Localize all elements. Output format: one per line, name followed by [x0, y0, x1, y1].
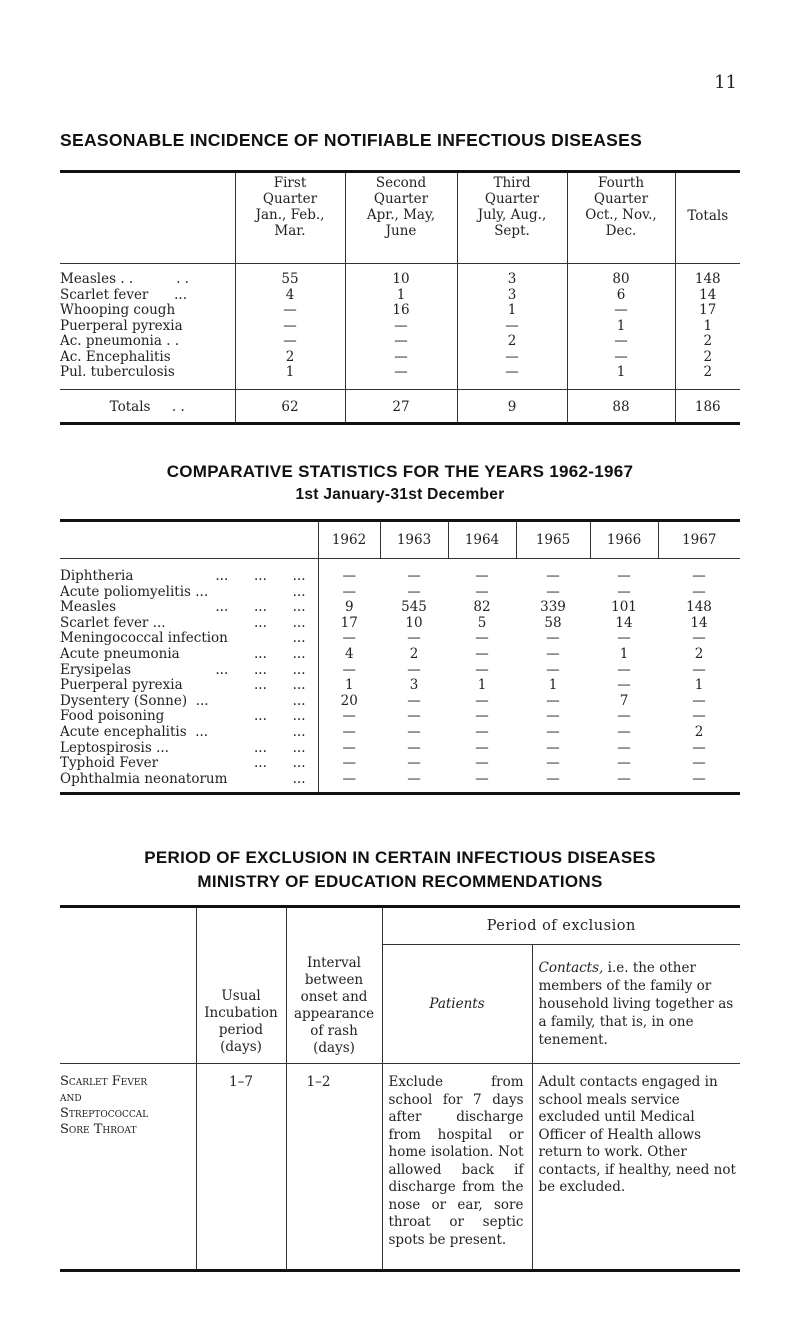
disease-name: Ac. Encephalitis — [60, 348, 171, 365]
interval-header-line: (days) — [313, 1039, 355, 1056]
disease-name-cell — [60, 694, 318, 710]
table2-cell: — — [617, 708, 631, 725]
table2-cell: 2 — [409, 645, 419, 662]
table1-header-row — [60, 172, 740, 264]
column-header-line: June — [385, 223, 417, 239]
table1-cell: 14 — [675, 288, 740, 304]
table2-cell: — — [475, 661, 489, 678]
table2-cell: — — [448, 772, 516, 794]
table2-row — [60, 772, 740, 794]
leader-dots: ... — [292, 723, 306, 740]
table2-row — [60, 647, 740, 663]
disease-name: Acute pneumonia — [60, 645, 180, 662]
patients-cell: Exclude from school for 7 days after discharge from hospital or home isolation. Not allowed back if discharge from the nose or ear, sore throat or septic spots be present. — [382, 1064, 532, 1271]
table2-cell: — — [407, 723, 421, 740]
leader-dots: ... ... — [254, 708, 306, 725]
table2-cell: 20 — [318, 694, 380, 710]
table2-cell: 14 — [690, 614, 708, 631]
table2-body — [60, 559, 740, 794]
table2-row — [60, 600, 740, 616]
contacts-header-italic: Contacts, — [538, 960, 604, 976]
table2-cell: 101 — [611, 599, 637, 616]
leader-dots: ... ... — [254, 739, 306, 756]
table2-cell: — — [516, 772, 590, 794]
table1-cell: — — [345, 350, 457, 366]
table2-cell: — — [546, 661, 560, 678]
table2-cell: — — [617, 568, 631, 584]
table1-cell: — — [345, 319, 457, 335]
disease-name: Puerperal pyrexia — [60, 677, 183, 694]
table1-cell: 148 — [675, 264, 740, 288]
disease-name-cell — [60, 772, 318, 794]
table2-cell: — — [546, 645, 560, 662]
year-header: 1964 — [448, 521, 516, 559]
table2-cell: — — [475, 692, 489, 709]
table2-cell: 1 — [477, 677, 487, 694]
table2-cell: — — [546, 692, 560, 709]
table1-cell: 55 — [235, 264, 345, 288]
table1-body — [60, 264, 740, 390]
table2-cell: — — [318, 709, 380, 725]
table1-column-header — [235, 172, 345, 264]
column-header-line: Mar. — [274, 223, 306, 239]
table2-cell: — — [617, 739, 631, 756]
table2-cell: — — [546, 708, 560, 725]
disease-name: Food poisoning — [60, 708, 165, 725]
table2-cell: — — [658, 772, 740, 794]
disease-name: Dysentery (Sonne) ... — [60, 692, 209, 709]
table2-row — [60, 663, 740, 679]
table2-cell: — — [546, 723, 560, 740]
table2-cell: — — [407, 583, 421, 600]
table2-cell: — — [475, 708, 489, 725]
table1-cell: 17 — [675, 303, 740, 319]
leader-dots: ... ... — [254, 614, 306, 631]
disease-name: Ophthalmia neonatorum — [60, 770, 228, 787]
table1-cell: — — [235, 303, 345, 319]
table1-cell: 2 — [675, 334, 740, 350]
table1-column-header — [675, 172, 740, 264]
table2-cell: — — [407, 661, 421, 678]
table2-cell: 2 — [694, 723, 704, 740]
disease-name-cell — [60, 647, 318, 663]
disease-name-cell — [60, 631, 318, 647]
table2-cell: — — [546, 739, 560, 756]
table2-cell: 7 — [619, 692, 629, 709]
contacts-header — [532, 945, 740, 1064]
table2-row — [60, 756, 740, 772]
patients-header: Patients — [382, 945, 532, 1064]
table2-row — [60, 678, 740, 694]
table1-cell: 10 — [345, 264, 457, 288]
table2-cell: — — [692, 755, 706, 772]
disease-name: Whooping cough — [60, 302, 176, 318]
column-header-line: Jan., Feb., — [255, 207, 325, 223]
disease-name-cell — [60, 741, 318, 757]
leader-dots: ... ... — [254, 677, 306, 694]
disease-line: Scarlet Fever — [60, 1074, 148, 1089]
year-header: 1967 — [658, 521, 740, 559]
table2-cell: — — [692, 568, 706, 584]
totals-cell: 9 — [457, 389, 567, 423]
table1-row — [60, 319, 740, 335]
table1-cell: — — [235, 319, 345, 335]
table2-cell: 1 — [619, 645, 629, 662]
table1-cell: 2 — [235, 350, 345, 366]
table2-cell: — — [590, 772, 658, 794]
disease-name-cell — [60, 616, 318, 632]
table2-cell: — — [475, 755, 489, 772]
disease-name: Measles — [60, 599, 117, 616]
table1-cell: — — [567, 350, 675, 366]
table1-cell: — — [457, 365, 567, 389]
table3-header-blank — [60, 907, 196, 1064]
column-header-line: July, Aug., — [477, 207, 547, 223]
column-header-line: Quarter — [373, 191, 429, 207]
leader-dots: ... ... — [254, 645, 306, 662]
interval-header-line: Interval — [307, 954, 361, 971]
table2-cell: — — [318, 663, 380, 679]
disease-name-cell — [60, 756, 318, 772]
table1-cell: 3 — [457, 264, 567, 288]
interval-header — [286, 907, 382, 1064]
table1-cell: 1 — [675, 319, 740, 335]
table1-cell: — — [235, 334, 345, 350]
disease-name: Diphtheria — [60, 568, 134, 584]
usual-header-line: period — [218, 1021, 264, 1038]
table2-cell: 148 — [686, 599, 712, 616]
leader-dots: ... ... ... — [215, 599, 306, 616]
totals-cell: 186 — [675, 389, 740, 423]
totals-cell: 62 — [235, 389, 345, 423]
disease-name-cell — [60, 725, 318, 741]
table2-cell: — — [318, 631, 380, 647]
table1-cell: — — [457, 319, 567, 335]
table3-row — [60, 1064, 740, 1271]
usual-header-line: Usual — [221, 987, 261, 1004]
leader-dots: ... — [292, 630, 306, 647]
table2-cell: — — [318, 585, 380, 601]
table2-cell: — — [407, 630, 421, 647]
column-header-line: Second — [375, 175, 427, 191]
table1-cell: 1 — [345, 288, 457, 304]
seasonal-incidence-table — [60, 170, 740, 425]
table3-title-line2: MINISTRY OF EDUCATION RECOMMENDATIONS — [197, 872, 603, 891]
table2-cell: — — [318, 756, 380, 772]
table2-row — [60, 741, 740, 757]
table2-cell: — — [475, 645, 489, 662]
contacts-cell: Adult contacts engaged in school meals service excluded until Medical Officer of Health allows return to work. Other contacts, if healthy, need not be excluded. — [532, 1064, 740, 1271]
table2-cell: 58 — [544, 614, 562, 631]
table1-cell: 2 — [675, 350, 740, 366]
table1-row — [60, 365, 740, 389]
column-header-line: Apr., May, — [366, 207, 436, 223]
disease-name-cell — [60, 559, 318, 585]
disease-line: and — [60, 1090, 82, 1105]
table2-cell: — — [475, 723, 489, 740]
year-header: 1962 — [318, 521, 380, 559]
column-header-line: Fourth — [597, 175, 645, 191]
disease-name: Pul. tuberculosis — [60, 364, 175, 380]
disease-name-cell — [60, 678, 318, 694]
table2-cell: — — [318, 725, 380, 741]
column-header-line: Quarter — [593, 191, 649, 207]
leader-dots: ... — [292, 692, 306, 709]
table1-column-header — [345, 172, 457, 264]
disease-name: Acute poliomyelitis ... — [60, 583, 209, 600]
table2-cell: — — [318, 772, 380, 794]
exclusion-period-table — [60, 905, 740, 1272]
table2-cell: — — [407, 708, 421, 725]
table2-cell: 10 — [405, 614, 423, 631]
disease-name-cell — [60, 600, 318, 616]
table2-cell: — — [407, 692, 421, 709]
table2-row — [60, 616, 740, 632]
table2-cell: 17 — [318, 616, 380, 632]
table1-cell: — — [567, 303, 675, 319]
disease-name: Ac. pneumonia . . — [60, 333, 180, 349]
table1-cell: 1 — [457, 303, 567, 319]
table2-cell: 1 — [694, 677, 704, 694]
usual-header-line: (days) — [220, 1038, 262, 1055]
table2-row — [60, 631, 740, 647]
table1-title: SEASONABLE INCIDENCE OF NOTIFIABLE INFECTIOUS DISEASES — [60, 130, 643, 150]
disease-name-cell — [60, 663, 318, 679]
table2-cell: — — [617, 755, 631, 772]
column-header-line: Oct., Nov., — [585, 207, 657, 223]
table1-cell: — — [345, 365, 457, 389]
table1-cell: 4 — [235, 288, 345, 304]
table2-cell: 4 — [318, 647, 380, 663]
table2-cell: — — [407, 755, 421, 772]
table1-column-header — [567, 172, 675, 264]
disease-name: Puerperal pyrexia — [60, 317, 183, 334]
disease-name: Scarlet fever ... — [60, 286, 188, 303]
table2-row — [60, 709, 740, 725]
table2-cell: — — [546, 755, 560, 772]
table1-cell: — — [345, 334, 457, 350]
disease-name: Typhoid Fever — [60, 755, 159, 772]
disease-name-cell — [60, 1064, 196, 1271]
disease-line: Streptococcal — [60, 1106, 149, 1121]
leader-dots: ... — [292, 770, 306, 787]
disease-name: Scarlet fever ... — [60, 614, 166, 631]
table1-cell: — — [567, 334, 675, 350]
table1-cell: 6 — [567, 288, 675, 304]
table2-cell: 1 — [318, 678, 380, 694]
totals-cell: 27 — [345, 389, 457, 423]
disease-name-cell — [60, 709, 318, 725]
table2-cell: — — [546, 583, 560, 600]
interval-header-line: between — [304, 971, 364, 988]
table2-cell: 9 — [318, 600, 380, 616]
table2-row — [60, 694, 740, 710]
interval-cell: 1–2 — [286, 1064, 382, 1271]
table2-cell: — — [692, 739, 706, 756]
table2-cell: — — [692, 692, 706, 709]
table2-cell: — — [380, 772, 448, 794]
table2-cell: — — [617, 583, 631, 600]
comparative-statistics-table — [60, 519, 740, 795]
table1-row — [60, 303, 740, 319]
table2-cell: — — [692, 583, 706, 600]
totals-cell: 88 — [567, 389, 675, 423]
table2-cell: 82 — [473, 599, 491, 616]
table1-cell: 16 — [345, 303, 457, 319]
column-header-line: Totals — [687, 208, 729, 224]
year-header: 1965 — [516, 521, 590, 559]
column-header-line: Quarter — [484, 191, 540, 207]
table1-cell: 80 — [567, 264, 675, 288]
table1-header-blank — [60, 172, 235, 264]
disease-line: Sore Throat — [60, 1122, 137, 1137]
column-header-line: First — [273, 175, 307, 191]
table2-cell: — — [475, 583, 489, 600]
table2-header-row — [60, 521, 740, 559]
period-of-exclusion-header: Period of exclusion — [382, 907, 740, 945]
table2-row — [60, 585, 740, 601]
contacts-header-text: i.e. the other members of the family or household living together as a family, that is, in one tenement. — [538, 960, 734, 1048]
table2-cell: — — [318, 559, 380, 585]
table2-row — [60, 559, 740, 585]
table1-cell: 3 — [457, 288, 567, 304]
table2-cell: — — [475, 739, 489, 756]
year-header: 1966 — [590, 521, 658, 559]
table2-cell: — — [318, 741, 380, 757]
disease-name: Leptospirosis ... — [60, 739, 169, 756]
table2-cell: 5 — [477, 614, 487, 631]
table2-cell: — — [692, 708, 706, 725]
table2-cell: — — [617, 677, 631, 694]
table2-cell: — — [407, 568, 421, 584]
table1-cell: 2 — [675, 365, 740, 389]
table2-cell: 545 — [401, 599, 427, 616]
table2-cell: — — [407, 739, 421, 756]
table1-cell: 1 — [567, 319, 675, 335]
incubation-cell: 1–7 — [196, 1064, 286, 1271]
interval-header-line: of rash — [310, 1022, 358, 1039]
interval-header-line: onset and — [300, 988, 368, 1005]
table2-cell: 14 — [615, 614, 633, 631]
table2-cell: 2 — [694, 645, 704, 662]
table2-cell: 3 — [409, 677, 419, 694]
totals-label: Totals . . — [60, 389, 235, 423]
disease-name-cell — [60, 585, 318, 601]
table2-title: COMPARATIVE STATISTICS FOR THE YEARS 1962-1967 — [166, 462, 634, 481]
column-header-line: Dec. — [605, 223, 637, 239]
table1-row — [60, 264, 740, 288]
disease-name: Measles . . . . — [60, 271, 189, 287]
table1-row — [60, 350, 740, 366]
table2-cell: — — [692, 630, 706, 647]
table2-cell: — — [546, 568, 560, 584]
table2-cell: — — [475, 630, 489, 647]
table2-cell: 1 — [548, 677, 558, 694]
table1-cell: 1 — [235, 365, 345, 389]
table2-cell: — — [475, 568, 489, 584]
table2-cell: — — [546, 630, 560, 647]
table1-cell: 1 — [567, 365, 675, 389]
disease-name: Meningococcal infection — [60, 630, 228, 647]
year-header: 1963 — [380, 521, 448, 559]
table2-cell: — — [617, 723, 631, 740]
table1-cell: 2 — [457, 334, 567, 350]
table2-header-blank — [60, 521, 318, 559]
leader-dots: ... ... ... — [215, 568, 306, 584]
table2-subtitle: 1st January-31st December — [295, 486, 505, 503]
table1-row — [60, 288, 740, 304]
disease-name: Acute encephalitis ... — [60, 723, 209, 740]
table2-cell: — — [617, 630, 631, 647]
column-header-line: Quarter — [262, 191, 318, 207]
column-header-line: Third — [493, 175, 531, 191]
table3-title-line1: PERIOD OF EXCLUSION IN CERTAIN INFECTIOUS DISEASES — [144, 848, 656, 867]
table2-cell: — — [617, 661, 631, 678]
leader-dots: ... ... — [254, 755, 306, 772]
table1-row — [60, 334, 740, 350]
table1-cell: — — [457, 350, 567, 366]
page-number: 11 — [714, 72, 737, 93]
leader-dots: ... — [292, 583, 306, 600]
table2-cell: 339 — [540, 599, 566, 616]
disease-name: Erysipelas — [60, 661, 132, 678]
table2-row — [60, 725, 740, 741]
usual-incubation-header — [196, 907, 286, 1064]
interval-header-line: appearance — [293, 1005, 375, 1022]
usual-header-line: Incubation — [204, 1004, 278, 1021]
table1-totals-row — [60, 389, 740, 423]
table1-column-header — [457, 172, 567, 264]
leader-dots: ... ... ... — [215, 661, 306, 678]
table2-cell: — — [692, 661, 706, 678]
column-header-line: Sept. — [494, 223, 530, 239]
